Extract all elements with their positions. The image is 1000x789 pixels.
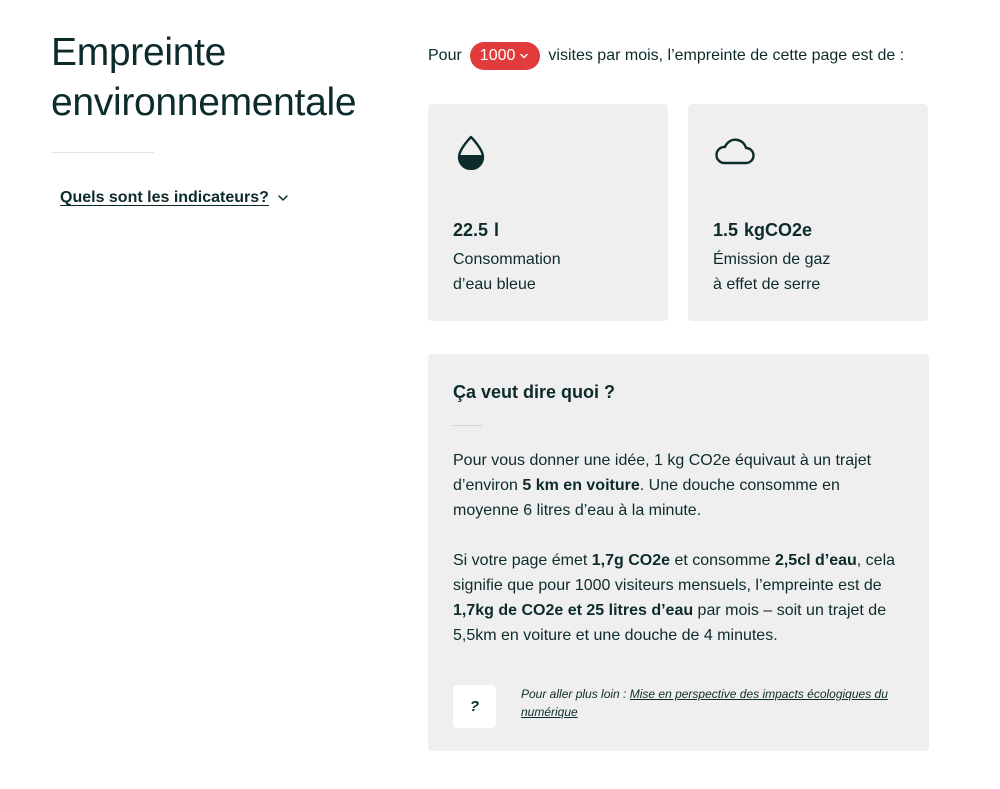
page-title-line1: Empreinte [51,31,227,74]
emission-label-line1: Émission de gaz [713,251,831,268]
text-fragment: Pour vous donner une idée, 1 kg CO2e équivaut à un trajet d’environ [453,452,872,494]
emission-card [688,104,928,321]
emission-value-unit: kgCO2e [744,220,813,240]
chevron-down-icon [277,192,289,204]
visits-prefix: Pour [428,47,462,64]
highlight-water: 2,5cl d’eau [774,552,857,569]
visits-select[interactable] [470,42,541,70]
visits-selected-value: 1000 [479,47,516,64]
chevron-down-icon [519,51,529,61]
metric-cards [428,104,929,321]
text-fragment: Si votre page émet [453,552,592,569]
explanation-divider [453,425,482,426]
text-fragment: , cela signifie que pour 1000 visiteurs mensuels, l’empreinte est de [453,552,896,594]
question-mark-icon: ? [453,685,496,728]
indicators-toggle-label: Quels sont les indicateurs? [60,189,269,206]
further-reading-text [521,685,901,721]
visits-suffix: visites par mois, l’empreinte de cette page est de : [548,47,905,64]
emission-label [713,247,830,297]
text-fragment: et consomme [670,552,775,569]
water-drop-icon [453,134,489,170]
emission-value [713,220,830,241]
emission-value-number: 1.5 [713,220,739,240]
water-label-line2: d’eau bleue [453,276,536,293]
water-card [428,104,668,321]
water-value-unit: l [494,220,500,240]
further-reading [453,685,901,728]
water-value [453,220,561,241]
water-label-line1: Consommation [453,251,561,268]
explanation-paragraph-2 [453,548,904,648]
indicators-toggle[interactable] [60,189,391,207]
highlight-distance: 5 km en voiture [522,477,640,494]
explanation-panel [428,354,929,751]
cloud-icon [713,134,757,170]
further-reading-link[interactable]: Mise en perspective des impacts écologiques du numérique [521,687,888,719]
explanation-paragraph-1 [453,448,904,523]
text-fragment: par mois – soit un trajet de 5,5km en voiture et une douche de 4 minutes. [453,602,887,644]
title-divider [51,152,154,153]
emission-metric [713,220,830,297]
right-column [428,40,929,751]
further-reading-prefix: Pour aller plus loin : [521,687,630,701]
highlight-co2: 1,7g CO2e [591,552,671,569]
water-metric [453,220,561,297]
page-title [51,28,391,128]
highlight-monthly-footprint: 1,7kg de CO2e et 25 litres d’eau [453,602,694,619]
text-fragment: . Une douche consomme en moyenne 6 litres d’eau à la minute. [453,477,840,519]
page-title-line2: environnementale [51,81,357,124]
water-value-number: 22.5 [453,220,489,240]
emission-label-line2: à effet de serre [713,276,821,293]
visits-line [428,40,929,72]
explanation-title: Ça veut dire quoi ? [453,382,616,402]
left-column [51,28,391,207]
water-label [453,247,561,297]
